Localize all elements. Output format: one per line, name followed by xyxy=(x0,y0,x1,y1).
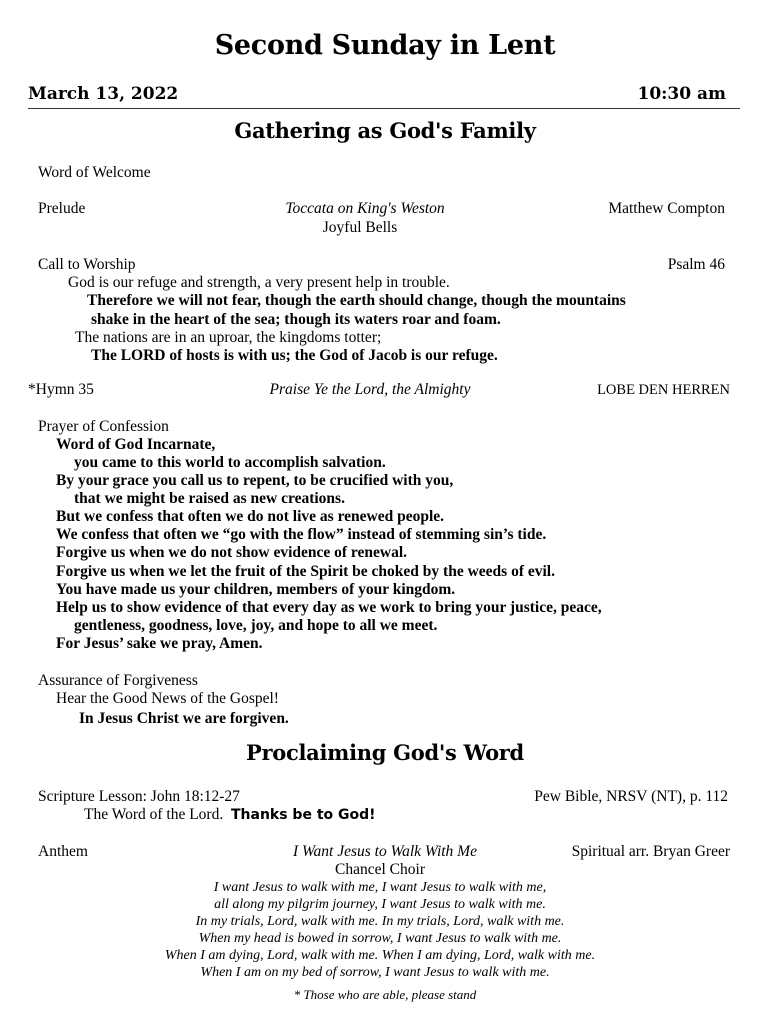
scripture-label: Scripture Lesson: John 18:12-27 xyxy=(38,788,240,805)
confession-line-8: Forgive us when we let the fruit of the Spirit be choked by the weeds of evil. xyxy=(56,563,555,580)
call-line-3: shake in the heart of the sea; though its waters roar and foam. xyxy=(91,311,501,328)
word-of-welcome: Word of Welcome xyxy=(38,164,151,181)
standing-footnote: * Those who are able, please stand xyxy=(293,987,477,1002)
confession-line-1: Word of God Incarnate, xyxy=(56,436,216,453)
confession-label: Prayer of Confession xyxy=(38,418,169,435)
call-line-2: Therefore we will not fear, though the earth should change, though the mountains xyxy=(87,292,626,309)
confession-line-5: But we confess that often we do not live as renewed people. xyxy=(56,508,445,525)
scripture-reference: Pew Bible, NRSV (NT), p. 112 xyxy=(534,788,728,805)
anthem-performer: Chancel Choir xyxy=(335,861,425,878)
header-divider xyxy=(28,108,740,109)
anthem-lyric-line: In my trials, Lord, walk with me. In my trials, Lord, walk with me. xyxy=(195,914,565,929)
scripture-response-leader: The Word of the Lord. xyxy=(84,806,224,823)
prelude-label: Prelude xyxy=(38,200,86,217)
page-title: Second Sunday in Lent xyxy=(214,30,556,61)
assurance-people: In Jesus Christ we are forgiven. xyxy=(79,710,289,727)
call-to-worship-label: Call to Worship xyxy=(38,256,136,273)
anthem-lyric-line: When my head is bowed in sorrow, I want Jesus to walk with me. xyxy=(198,931,562,946)
confession-line-2: you came to this world to accomplish salvation. xyxy=(74,454,386,471)
hymn-label: *Hymn 35 xyxy=(28,381,94,398)
anthem-label: Anthem xyxy=(38,843,88,860)
confession-line-10: Help us to show evidence of that every day as we work to bring your justice, peace, xyxy=(56,599,602,616)
confession-line-6: We confess that often we “go with the flow” instead of stemming sin’s tide. xyxy=(56,526,547,543)
hymn-tune: LOBE DEN HERREN xyxy=(597,382,730,398)
confession-line-4: that we might be raised as new creations. xyxy=(74,490,345,507)
hymn-title: Praise Ye the Lord, the Almighty xyxy=(269,381,471,398)
prelude-piece: Toccata on King's Weston xyxy=(285,200,445,217)
anthem-lyric-line: all along my pilgrim journey, I want Jesus to walk with me. xyxy=(214,897,546,912)
anthem-arranger: Spiritual arr. Bryan Greer xyxy=(571,843,730,860)
confession-line-12: For Jesus’ sake we pray, Amen. xyxy=(56,635,263,652)
call-line-1: God is our refuge and strength, a very present help in trouble. xyxy=(68,274,450,291)
anthem-lyric-line: When I am dying, Lord, walk with me. When I am dying, Lord, walk with me. xyxy=(164,948,596,963)
call-line-5: The LORD of hosts is with us; the God of Jacob is our refuge. xyxy=(91,347,498,364)
call-to-worship-source: Psalm 46 xyxy=(667,256,725,273)
anthem-lyric-line: When I am on my bed of sorrow, I want Jesus to walk with me. xyxy=(200,965,550,980)
service-date: March 13, 2022 xyxy=(28,84,179,104)
confession-line-3: By your grace you call us to repent, to be crucified with you, xyxy=(56,472,454,489)
anthem-title: I Want Jesus to Walk With Me xyxy=(293,843,477,860)
confession-line-7: Forgive us when we do not show evidence of renewal. xyxy=(56,544,408,561)
section-heading-gathering: Gathering as God's Family xyxy=(234,118,536,143)
scripture-response-people: Thanks be to God! xyxy=(230,807,376,823)
prelude-subtitle: Joyful Bells xyxy=(322,219,398,236)
prelude-performer: Matthew Compton xyxy=(608,200,725,217)
service-time: 10:30 am xyxy=(637,84,726,104)
call-line-4: The nations are in an uproar, the kingdoms totter; xyxy=(75,329,382,346)
section-heading-proclaiming: Proclaiming God's Word xyxy=(246,740,524,765)
confession-line-11: gentleness, goodness, love, joy, and hope to all we meet. xyxy=(74,617,438,634)
assurance-label: Assurance of Forgiveness xyxy=(38,672,198,689)
assurance-leader: Hear the Good News of the Gospel! xyxy=(56,690,279,707)
anthem-lyric-line: I want Jesus to walk with me, I want Jesus to walk with me, xyxy=(213,880,547,895)
confession-line-9: You have made us your children, members of your kingdom. xyxy=(56,581,456,598)
scripture-response xyxy=(84,806,376,824)
